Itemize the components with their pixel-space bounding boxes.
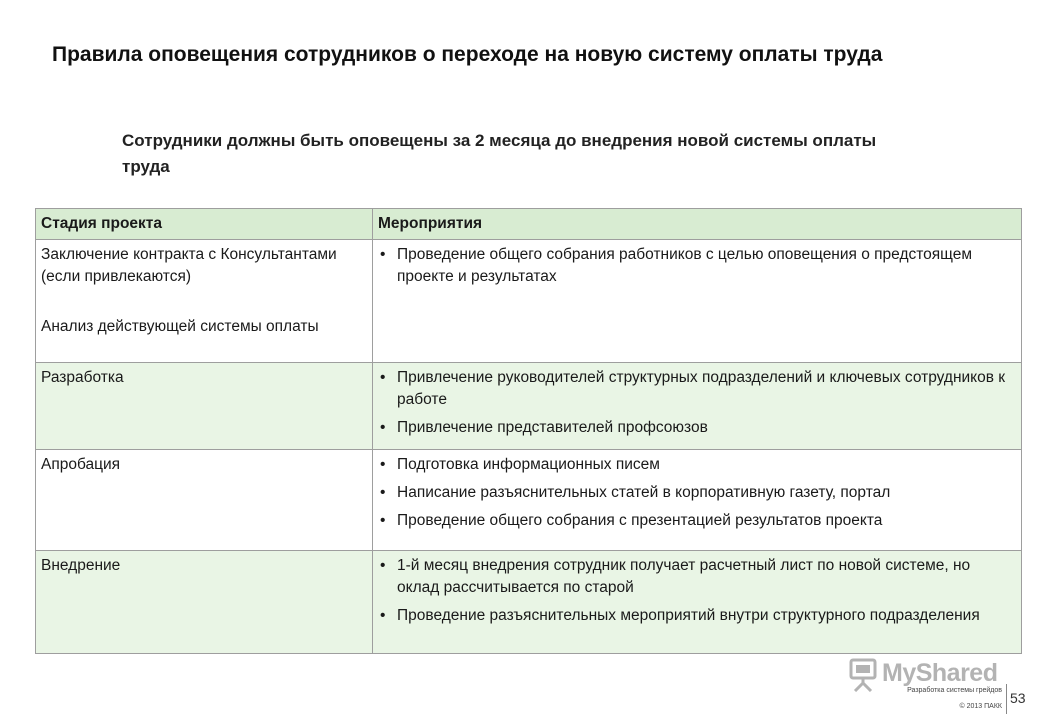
stage-cell [36, 363, 373, 450]
table-row [36, 450, 1022, 551]
activities-cell [373, 240, 1022, 363]
stage-cell [36, 240, 373, 363]
footer-note-copyright: © 2013 ПАКК [959, 703, 1002, 710]
activity-item: • Привлечение представителей профсоюзов [378, 417, 1015, 439]
activity-item: • Проведение общего собрания работников с целью оповещения о предстоящем проекте и результатах [378, 244, 1015, 288]
logo-text: MyShared [882, 659, 998, 687]
activities-cell [373, 551, 1022, 654]
presentation-icon [848, 658, 878, 692]
table-row [36, 551, 1022, 654]
activities-cell [373, 450, 1022, 551]
footer-note-project: Разработка системы грейдов [907, 687, 1002, 694]
activity-item: • Проведение общего собрания с презентацией результатов проекта [378, 510, 1015, 532]
header-activities: Мероприятия [373, 209, 1022, 240]
stage-label: Разработка [41, 369, 124, 386]
stage-label: Апробация [41, 456, 121, 473]
table-row [36, 363, 1022, 450]
stage-cell [36, 551, 373, 654]
stage-label: Внедрение [41, 557, 121, 574]
slide-subtitle: Сотрудники должны быть оповещены за 2 месяца до внедрения новой системы оплаты труда [122, 131, 877, 176]
table-row [36, 240, 1022, 363]
header-stage: Стадия проекта [36, 209, 373, 240]
activity-item: • 1-й месяц внедрения сотрудник получает расчетный лист по новой системе, но оклад рассчитывается по старой [378, 555, 1015, 599]
activity-item: • Проведение разъяснительных мероприятий внутри структурного подразделения [378, 605, 1015, 627]
page-number: 53 [1010, 690, 1026, 706]
stage-cell [36, 450, 373, 551]
stage-label: Заключение контракта с Консультантами (если привлекаются) [41, 246, 337, 285]
footer-divider [1006, 684, 1007, 714]
activity-item: • Привлечение руководителей структурных подразделений и ключевых сотрудников к работе [378, 367, 1015, 411]
stages-table [35, 208, 1022, 654]
table-header-row [36, 209, 1022, 240]
activity-item: • Написание разъяснительных статей в корпоративную газету, портал [378, 482, 1015, 504]
activities-cell [373, 363, 1022, 450]
slide-title: Правила оповещения сотрудников о переходе на новую систему оплаты труда [52, 43, 883, 66]
stage-label: Анализ действующей системы оплаты [41, 318, 319, 335]
activity-item: • Подготовка информационных писем [378, 454, 1015, 476]
